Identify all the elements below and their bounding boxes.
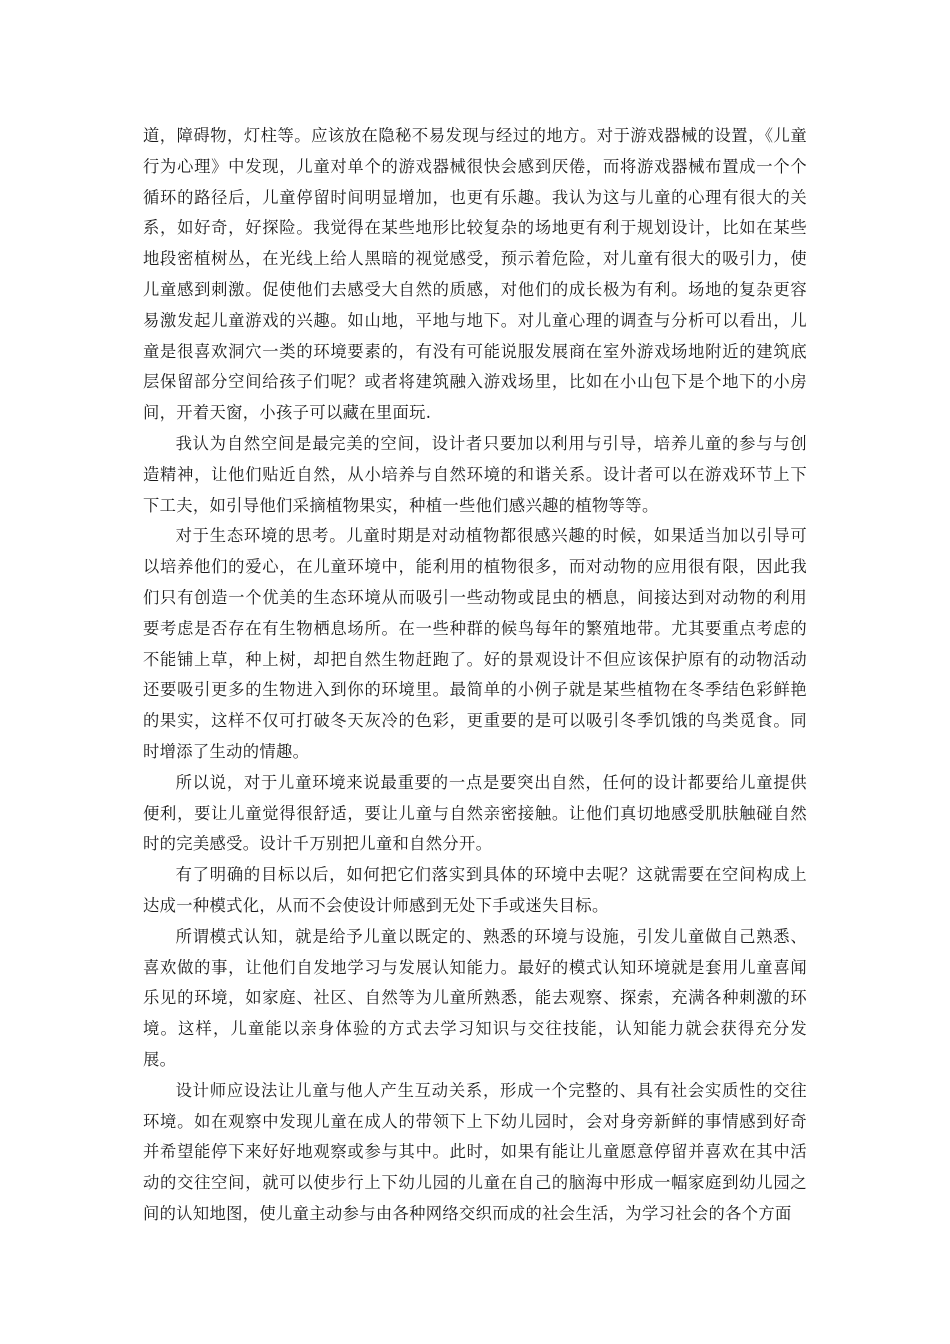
paragraph-2: 我认为自然空间是最完美的空间，设计者只要加以利用与引导，培养儿童的参与与创造精神，让他们贴近自然，从小培养与自然环境的和谐关系。设计者可以在游戏环节上下下工夫，如引导他们采摘植物果实，种植一些他们感兴趣的植物等等。 [143,433,807,515]
paragraph-7: 设计师应设法让儿童与他人产生互动关系，形成一个完整的、具有社会实质性的交往环境。如在观察中发现儿童在成人的带领下上下幼儿园时，会对身旁新鲜的事情感到好奇并希望能停下来好好地观察或参与其中。此时，如果有能让儿童愿意停留并喜欢在其中活动的交往空间，就可以使步行上下幼儿园的儿童在自己的脑海中形成一幅家庭到幼儿园之间的认知地图，使儿童主动参与由各种网络交织而成的社会生活，为学习社会的各个方面 [143,1080,807,1223]
paragraph-1: 道，障碍物，灯柱等。应该放在隐秘不易发现与经过的地方。对于游戏器械的设置，《儿童行为心理》中发现，儿童对单个的游戏器械很快会感到厌倦，而将游戏器械布置成一个个循环的路径后，儿童停留时间明显增加，也更有乐趣。我认为这与儿童的心理有很大的关系，如好奇，好探险。我觉得在某些地形比较复杂的场地更有利于规划设计，比如在某些地段密植树丛，在光线上给人黑暗的视觉感受，预示着危险，对儿童有很大的吸引力，使儿童感到刺激。促使他们去感受大自然的质感，对他们的成长极为有利。场地的复杂更容易激发起儿童游戏的兴趣。如山地，平地与地下。对儿童心理的调查与分析可以看出，儿童是很喜欢洞穴一类的环境要素的，有没有可能说服发展商在室外游戏场地附近的建筑底层保留部分空间给孩子们呢？或者将建筑融入游戏场里，比如在小山包下是个地下的小房间，开着天窗，小孩子可以藏在里面玩. [143,126,807,423]
paragraph-5: 有了明确的目标以后，如何把它们落实到具体的环境中去呢？这就需要在空间构成上达成一种模式化，从而不会使设计师感到无处下手或迷失目标。 [143,865,807,915]
paragraph-4: 所以说，对于儿童环境来说最重要的一点是要突出自然，任何的设计都要给儿童提供便利，要让儿童觉得很舒适，要让儿童与自然亲密接触。让他们真切地感受肌肤触碰自然时的完美感受。设计千万别把儿童和自然分开。 [143,772,807,854]
paragraph-3: 对于生态环境的思考。儿童时期是对动植物都很感兴趣的时候，如果适当加以引导可以培养他们的爱心，在儿童环境中，能利用的植物很多，而对动物的应用很有限，因此我们只有创造一个优美的生态环境从而吸引一些动物或昆虫的栖息，间接达到对动物的利用要考虑是否存在有生物栖息场所。在一些种群的候鸟每年的繁殖地带。尤其要重点考虑的不能铺上草，种上树，却把自然生物赶跑了。好的景观设计不但应该保护原有的动物活动还要吸引更多的生物进入到你的环境里。最简单的小例子就是某些植物在冬季结色彩鲜艳的果实，这样不仅可打破冬天灰冷的色彩，更重要的是可以吸引冬季饥饿的鸟类觅食。同时增添了生动的情趣。 [143,526,807,761]
paragraph-6: 所谓模式认知，就是给予儿童以既定的、熟悉的环境与设施，引发儿童做自己熟悉、喜欢做的事，让他们自发地学习与发展认知能力。最好的模式认知环境就是套用儿童喜闻乐见的环境，如家庭、社区、自然等为儿童所熟悉，能去观察、探索，充满各种刺激的环境。这样，儿童能以亲身体验的方式去学习知识与交往技能，认知能力就会获得充分发展。 [143,926,807,1069]
document-body [143,121,807,1230]
